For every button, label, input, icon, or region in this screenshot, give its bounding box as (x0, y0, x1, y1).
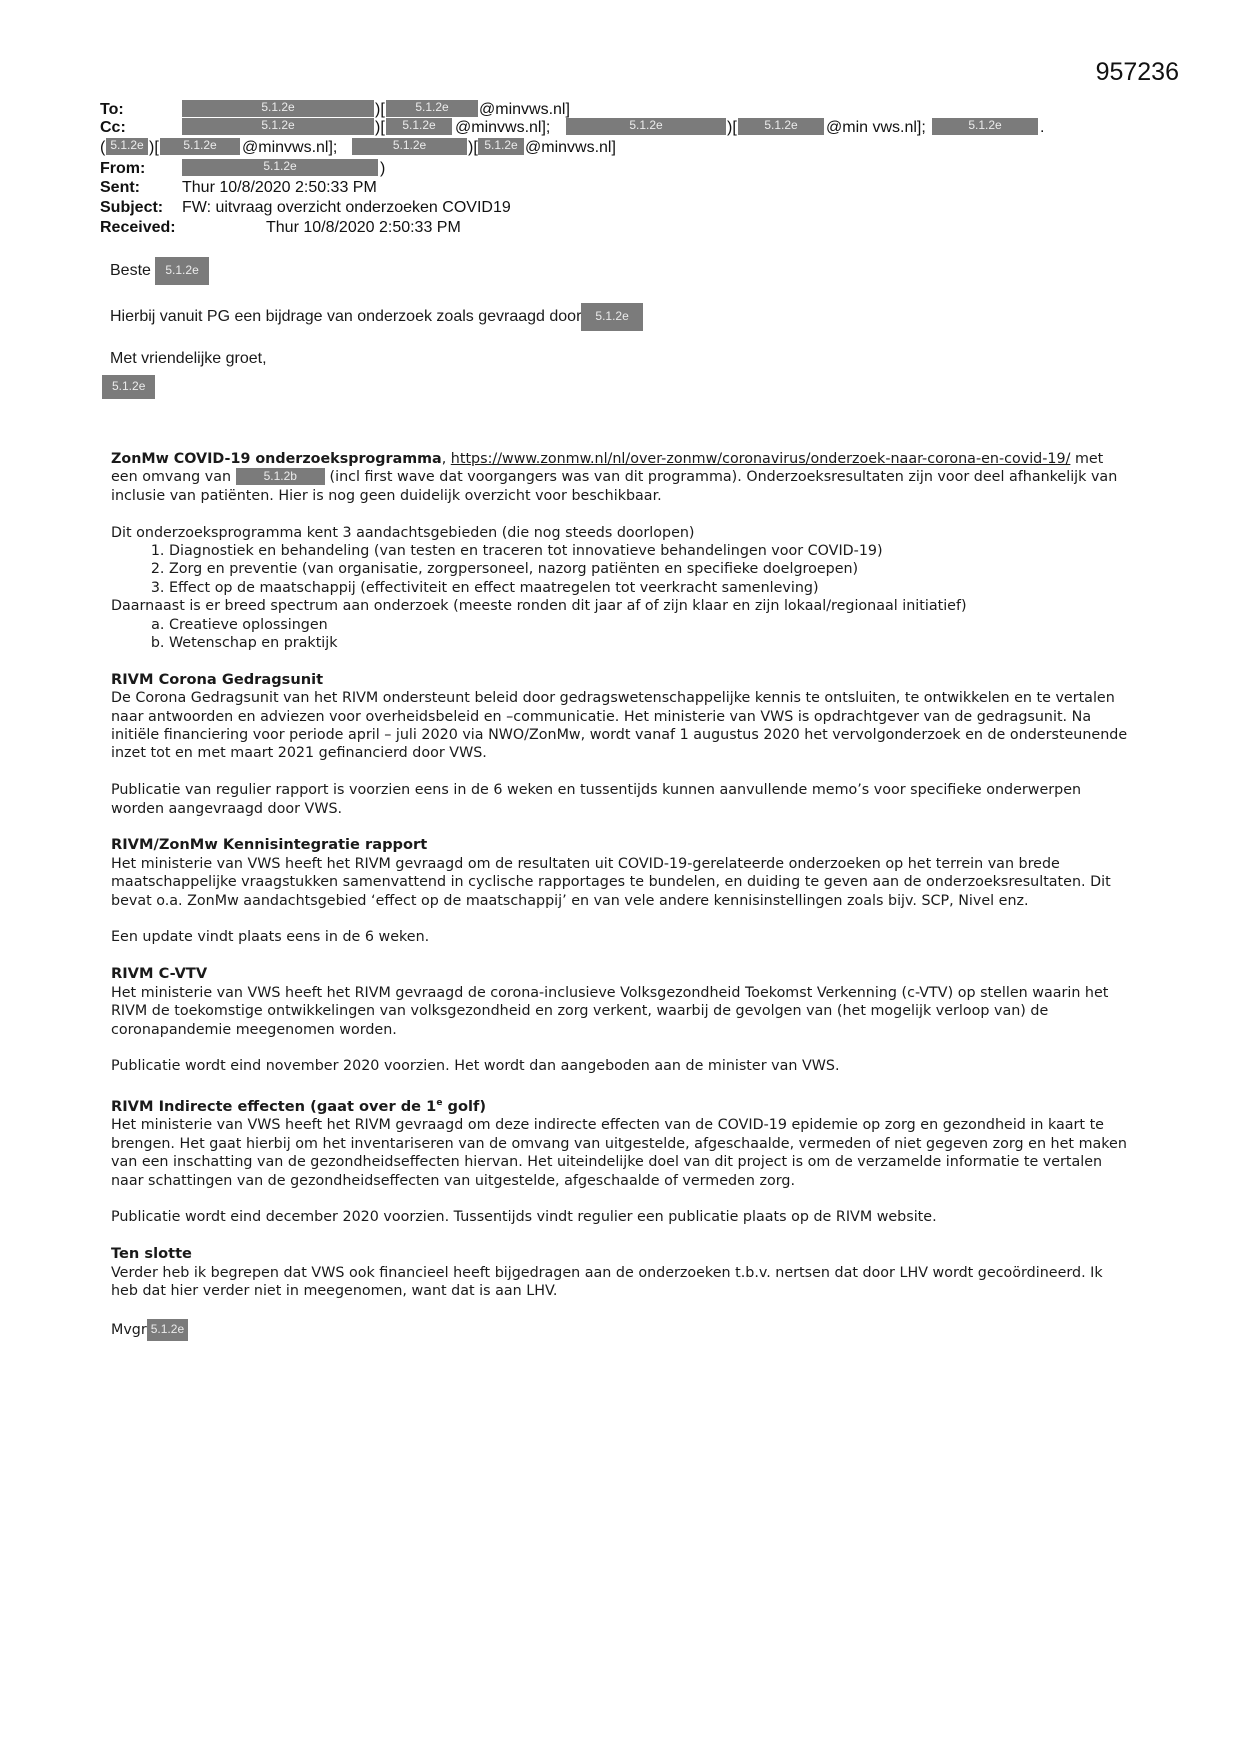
redaction-from: 5.1.2e (182, 159, 378, 176)
from-label: From: (100, 160, 146, 177)
redaction-cc-address-5: 5.1.2e (478, 138, 524, 155)
zonmw-areas-list (111, 542, 1131, 597)
zonmw-text-after: (incl first wave dat voorgangers was van dit programma). Onderzoeksresultaten zijn voor deel afhankelijk van inclusie van patiënten. Hier is nog geen duidelijk overzicht voor beschikbaar. (111, 469, 1118, 504)
cc-domain-4: @minvws.nl] (525, 139, 616, 156)
cc-domain-2: @min vws.nl]; (826, 119, 926, 136)
gedragsunit-paragraph-1: De Corona Gedragsunit van het RIVM ondersteunt beleid door gedragswetenschappelijke kennis te ontsluiten, te ontwikkelen en te vertalen naar antwoorden en adviezen voor overheidsbeleid en –communicatie. Het ministerie van VWS is opdrachtgever van de gedragsunit. Na initiële financiering voor periode april – juli 2020 via NWO/ZonMw, wordt vanaf 1 augustus 2020 het vervolgonderzoek en de ondersteunende inzet tot en met maart 2021 gefinancierd door VWS. (111, 690, 1128, 762)
sent-label: Sent: (100, 179, 140, 196)
redaction-cc-name-1: 5.1.2e (182, 118, 374, 135)
redaction-sender: 5.1.2e (102, 375, 155, 399)
redaction-addressee: 5.1.2e (155, 257, 208, 285)
redaction-amount: 5.1.2b (236, 468, 325, 485)
cc-bracket-1: )[ (375, 119, 385, 136)
redaction-cc-name-3: 5.1.2e (932, 118, 1038, 135)
received-value: Thur 10/8/2020 2:50:33 PM (266, 219, 461, 236)
cc-bracket-4: )[ (468, 139, 478, 156)
gedragsunit-title: RIVM Corona Gedragsunit (111, 670, 324, 688)
kennisintegratie-paragraph-2: Een update vindt plaats eens in de 6 weken. (111, 929, 430, 946)
greeting-beste: Beste (110, 262, 151, 280)
redaction-signoff: 5.1.2e (147, 1319, 188, 1341)
indirect-title-text: RIVM Indirecte effecten (gaat over de 1 (111, 1097, 437, 1115)
list-item: b. Wetenschap en praktijk (169, 634, 1131, 652)
subject-value: FW: uitvraag overzicht onderzoeken COVID19 (182, 199, 511, 216)
tenslotte-paragraph: Verder heb ik begrepen dat VWS ook financieel heeft bijgedragen aan de onderzoeken t.b.v. nertsen dat door LHV wordt gecoördineerd. Ik heb dat hier verder niet in meegenomen, want dat is aan LHV. (111, 1264, 1103, 1299)
redaction-to-name: 5.1.2e (182, 100, 374, 117)
from-close-paren: ) (380, 160, 386, 177)
received-label: Received: (100, 219, 176, 236)
cc-bracket-2: )[ (727, 119, 737, 136)
subject-label: Subject: (100, 199, 164, 216)
list-item: 1. Diagnostiek en behandeling (van testen en traceren tot innovatieve behandelingen voor COVID-19) (169, 542, 1131, 560)
cvtv-title: RIVM C-VTV (111, 965, 208, 983)
cvtv-paragraph-2: Publicatie wordt eind november 2020 voorzien. Het wordt dan aangeboden aan de minister van VWS. (111, 1058, 840, 1075)
to-label: To: (100, 101, 124, 118)
cc-period: . (1040, 119, 1045, 136)
zonmw-spectrum-intro: Daarnaast is er breed spectrum aan onderzoek (meeste ronden dit jaar af of zijn klaar en zijn lokaal/regionaal initiatief) (111, 598, 967, 615)
signoff-text: Mvgr (111, 1321, 147, 1338)
redaction-to-address: 5.1.2e (386, 100, 478, 117)
list-item: 3. Effect op de maatschappij (effectiviteit en effect maatregelen tot veerkracht samenleving) (169, 579, 1131, 597)
zonmw-title: ZonMw COVID-19 onderzoeksprogramma (111, 451, 442, 467)
indirect-title (111, 1094, 1131, 1116)
redaction-requester: 5.1.2e (581, 303, 642, 331)
cc-label: Cc: (100, 119, 126, 136)
cc-domain-3: @minvws.nl]; (242, 139, 338, 156)
message-body (111, 450, 1131, 1341)
tenslotte-title: Ten slotte (111, 1245, 192, 1263)
list-item: a. Creatieve oplossingen (169, 616, 1131, 634)
closing-signature (102, 375, 155, 399)
indirect-title-sup: e (436, 1098, 443, 1109)
redaction-cc-name-5: 5.1.2e (352, 138, 467, 155)
redaction-cc-name-4: 5.1.2e (106, 138, 148, 155)
to-domain: @minvws.nl] (479, 101, 570, 118)
redaction-cc-address-1: 5.1.2e (386, 118, 452, 135)
redaction-cc-address-4: 5.1.2e (160, 138, 240, 155)
indirect-paragraph-2: Publicatie wordt eind december 2020 voorzien. Tussentijds vindt regulier een publicatie plaats op de RIVM website. (111, 1209, 937, 1226)
zonmw-text-before: met een omvang van (111, 451, 1104, 486)
kennisintegratie-paragraph-1: Het ministerie van VWS heeft het RIVM gevraagd om de resultaten uit COVID-19-gerelateerde onderzoeken op het terrein van brede maatschappelijke vraagstukken samenvattend in cyclische rapportages te bundelen, en duiding te geven aan de onderzoeksresultaten. Dit bevat o.a. ZonMw aandachtsgebied ‘effect op de maatschappij’ en van vele andere kennisinstellingen zoals bijv. SCP, Nivel enz. (111, 855, 1111, 909)
sent-value: Thur 10/8/2020 2:50:33 PM (182, 179, 377, 196)
indirect-paragraph-1: Het ministerie van VWS heeft het RIVM gevraagd om deze indirecte effecten van de COVID-19 epidemie op zorg en gezondheid in kaart te brengen. Het gaat hierbij om het inventariseren van de omvang van uitgestelde, afgeschaalde, vermeden of niet gegeven zorg en het maken van een inschatting van de gezondheidseffecten hiervan. Het uiteindelijke doel van dit project is om de verzamelde informatie te vertalen naar schattingen van de gezondheidseffecten van uitgestelde, afgeschaalde of vermeden zorg. (111, 1117, 1127, 1189)
intro-line (110, 303, 643, 331)
cvtv-paragraph-1: Het ministerie van VWS heeft het RIVM gevraagd de corona-inclusieve Volksgezondheid Toekomst Verkenning (c-VTV) op stellen waarin het RIVM de toekomstige ontwikkelingen van volksgezondheid en zorg verkent, waarbij de gevolgen van (het mogelijk verloop van) de coronapandemie meegenomen worden. (111, 984, 1109, 1038)
zonmw-spectrum-list (111, 616, 1131, 653)
redaction-cc-address-2: 5.1.2e (738, 118, 824, 135)
document-number: 957236 (1095, 58, 1179, 86)
redaction-cc-name-2: 5.1.2e (566, 118, 726, 135)
zonmw-areas-intro: Dit onderzoeksprogramma kent 3 aandachtsgebieden (die nog steeds doorlopen) (111, 524, 695, 541)
kennisintegratie-title: RIVM/ZonMw Kennisintegratie rapport (111, 836, 428, 854)
greeting-line (110, 257, 209, 285)
zonmw-paragraph (111, 450, 1131, 505)
list-item: 2. Zorg en preventie (van organisatie, zorgpersoneel, nazorg patiënten en specifieke doelgroepen) (169, 560, 1131, 578)
zonmw-link[interactable]: https://www.zonmw.nl/nl/over-zonmw/coronavirus/onderzoek-naar-corona-en-covid-19/ (450, 451, 1071, 467)
cc-open-paren: ( (100, 139, 106, 156)
signoff-line (111, 1319, 1131, 1341)
cc-bracket-3: )[ (149, 139, 159, 156)
closing-line: Met vriendelijke groet, (110, 350, 267, 367)
cc-domain-1: @minvws.nl]; (455, 119, 551, 136)
zonmw-comma: , (441, 451, 451, 467)
indirect-title-end: golf) (442, 1097, 486, 1115)
to-bracket: )[ (375, 101, 385, 118)
intro-text: Hierbij vanuit PG een bijdrage van onderzoek zoals gevraagd door (110, 308, 582, 326)
gedragsunit-paragraph-2: Publicatie van regulier rapport is voorzien eens in de 6 weken en tussentijds kunnen aanvullende memo’s voor specifieke onderwerpen worden aangevraagd door VWS. (111, 782, 1082, 817)
